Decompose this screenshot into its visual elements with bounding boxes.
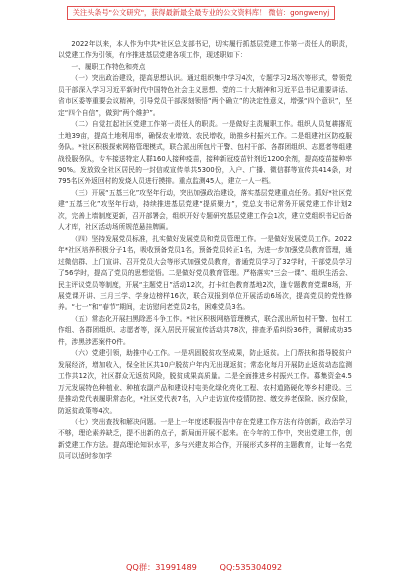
paragraph-anti-crime: （五）常态化开展扫黑除恶斗争工作。*社区积极网格管理模式，联合派出所包村干警、包村工作组、各群团组织、志愿者等，深入居民开展宣传活动共78次，排查矛盾纠纷36件，调解成功35件，涉黑涉恶案件0件。 [58, 314, 352, 346]
document-body [58, 39, 352, 463]
section-heading: 一、履职工作特色和亮点 [71, 62, 146, 71]
paragraph-problem-solving: （七）突出查找和解决问题。一是上一年度述职报告中存在党建工作方法有待创新，政治学习不够，理论素养缺乏，提不出新的点子，新局面开展不起来。在今年的工作中，突出党建工作，创新党建工作方法。提高理论知识水平，多与兴建友邦合作，开展形式多样的主题教育，让每一名党员可以适时参加学 [58, 417, 352, 461]
promo-banner-text: 关注头条号"公文研究"，获得最新最全最专业的公文资料库！ 微信：gongwenyj [67, 6, 335, 20]
paragraph-party-member-development: （四）坚持发展党员标准，扎实做好发展党员和党员管理工作。一是做好发展党员工作。2022年*社区培养积极分子1名，吸收预备党员1名，预备党员转正1名，为进一步加强党员教育管理，通过微信群、上门宣讲、召开党员大会等形式加强党员教育，普通党员学习了32学时，干部党员学习了56学时，提高了党员的思想觉悟。二是做好党员教育管理。严格落实“三会一课”、组织生活会、民主评议党员等制度，开展“主题党日”活动12次，打卡红色教育基地2次，逢专题教育党课8场，开展党课开讲、三月三学、学身边榜样16次，联合双报到单位开展活动6场次，提高党员的党性修养。“七一”和“春节”期间，走访慰问老党员2名，困难党员3名。 [58, 234, 352, 312]
qq-group-text: QQ群：31991489 [125, 562, 197, 572]
paragraph-first-responsibility: （二）自觉扛起社区党建工作第一责任人的职责。一是做好主责履职工作。组织人员复耕撂荒土地39亩，提高土地利用率，确保农业增效、农民增收，助推乡村振兴工作。二是组建社区防疫服务队。*社区积极探索网格管理模式，联合派出所包片干警、包村干部、各群团组织、志愿者等组建战役服务队，专车接送特定人群160人接种疫苗，接种新冠疫苗针剂近1200余剂，提高疫苗接种率90%。发放致全社区居民的一封信或宣传单共5300份，入户、广播、微信群等宣传共414条，对795名区外返回村的发烧人员进行摸排。重点监测45人，建立一人一档。 [58, 120, 352, 186]
top-banner [0, 0, 408, 28]
paragraph-political-building: （一）突出政治建设，提高思想认识。通过组织集中学习4次，专题学习2场次等形式，带领党员干部深入学习习近平新时代中国特色社会主义思想、党的二十大精神和习近平总书记重要讲话、省市区委等重要会议精神，引导党员干部深刻领悟“两个确立”的决定性意义，增强“四个意识”，坚定“四个自信”，做到“两个维护”。 [58, 74, 352, 117]
qq-text: QQ:535304092 [219, 562, 283, 572]
paragraph-central-work: （六）党建引领，助推中心工作。一是巩固脱贫攻坚成果，防止返贫。上门帮扶和指导脱贫户发展经济，增加收入，保全社区共10户脱贫户年内无出现返贫；常态化每月开展防止返贫动态监测工作共12次，社区群众无返贫风险，脱贫成果高质量。二是全面推进乡村振兴工作。募集资金4.5万元发展特色种植业、种植农副产品和建设村屯美化绿化亮化工程、农村道路硬化等乡村建设。三是推动党代表履职常态化，*社区党代表7名，入户走访宣传疫情防控、缴交养老保险、医疗保险，防返贫政策等4次。 [58, 349, 352, 415]
intro-paragraph: 2022年以来，本人作为中共*社区总支部书记，切实履行抓基层党建工作第一责任人的职责，以党建工作为引领，有序推进基层党建各项工作，现述职如下： [58, 40, 352, 60]
footer-contact [0, 559, 408, 575]
paragraph-wuji-sanhua: （三）开展“五基三化”攻坚年行动，突出加强政治建设，落实基层党建重点任务。抓好*社区党建“五基三化”攻坚年行动，持续推进基层党建“提质聚力”，党总支书记常务开展党建工作计划2次，完善上墙制度更新，召开部署会，组织开好专题研究基层党建工作会1次，建立党组织书记后备人才库，社区活动场所规范悬挂牌匾。 [58, 188, 353, 232]
